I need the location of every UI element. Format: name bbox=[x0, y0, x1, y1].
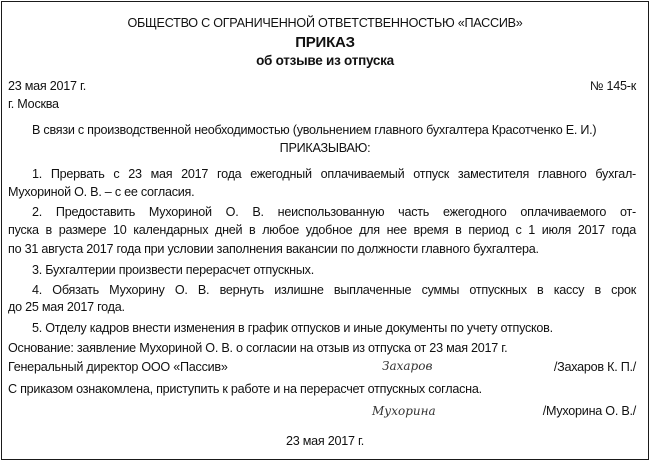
order-word: ПРИКАЗЫВАЮ: bbox=[279, 141, 371, 155]
item-2-line-1: 2. Предоставить Мухориной О. В. неиспользованную часть ежегодного оплачиваемого от- bbox=[32, 205, 636, 219]
acknowledgement-text: С приказом ознакомлена, приступить к работе и на перерасчет отпускных согласна. bbox=[8, 382, 482, 396]
item-5: 5. Отделу кадров внести изменения в график отпусков и иные документы по учету отпусков. bbox=[32, 321, 553, 335]
employee-signature: Мухорина bbox=[372, 404, 436, 418]
item-3: 3. Бухгалтерии произвести перерасчет отпускных. bbox=[32, 263, 314, 277]
document-date: 23 мая 2017 г. bbox=[8, 79, 87, 93]
document-city: г. Москва bbox=[8, 97, 59, 111]
company-name: ОБЩЕСТВО С ОГРАНИЧЕННОЙ ОТВЕТСТВЕННОСТЬЮ «ПАССИВ» bbox=[127, 16, 523, 30]
order-document bbox=[1, 1, 649, 460]
reason-text: В связи с производственной необходимостью (увольнением главного бухгалтера Красотченко Е. И.) bbox=[32, 123, 597, 137]
item-1-line-1: 1. Прервать с 23 мая 2017 года ежегодный оплачиваемый отпуск заместителя главного бухгал- bbox=[32, 167, 636, 181]
director-title: Генеральный директор ООО «Пассив» bbox=[8, 360, 228, 374]
item-2-line-3: по 31 августа 2017 года при условии заполнения вакансии по должности главного бухгалтера. bbox=[8, 242, 539, 256]
item-4-line-1: 4. Обязать Мухорину О. В. вернуть излишне выплаченные суммы отпускных в кассу в срок bbox=[32, 283, 636, 297]
document-subject: об отзыве из отпуска bbox=[256, 53, 394, 68]
acknowledgement-date: 23 мая 2017 г. bbox=[285, 434, 365, 448]
director-signature: Захаров bbox=[382, 359, 433, 373]
document-type: ПРИКАЗ bbox=[295, 34, 355, 51]
director-name: /Захаров К. П./ bbox=[553, 360, 636, 374]
basis-text: Основание: заявление Мухориной О. В. о согласии на отзыв из отпуска от 23 мая 2017 г. bbox=[8, 341, 508, 355]
item-1-line-2: Мухориной О. В. – с ее согласия. bbox=[8, 185, 195, 199]
item-4-line-2: до 25 мая 2017 года. bbox=[8, 300, 125, 314]
document-number: № 145-к bbox=[590, 79, 636, 93]
employee-name: /Мухорина О. В./ bbox=[542, 404, 636, 418]
item-2-line-2: пуска в размере 10 календарных дней в любое удобное для нее время в период с 1 июля 2017 года bbox=[8, 223, 636, 237]
